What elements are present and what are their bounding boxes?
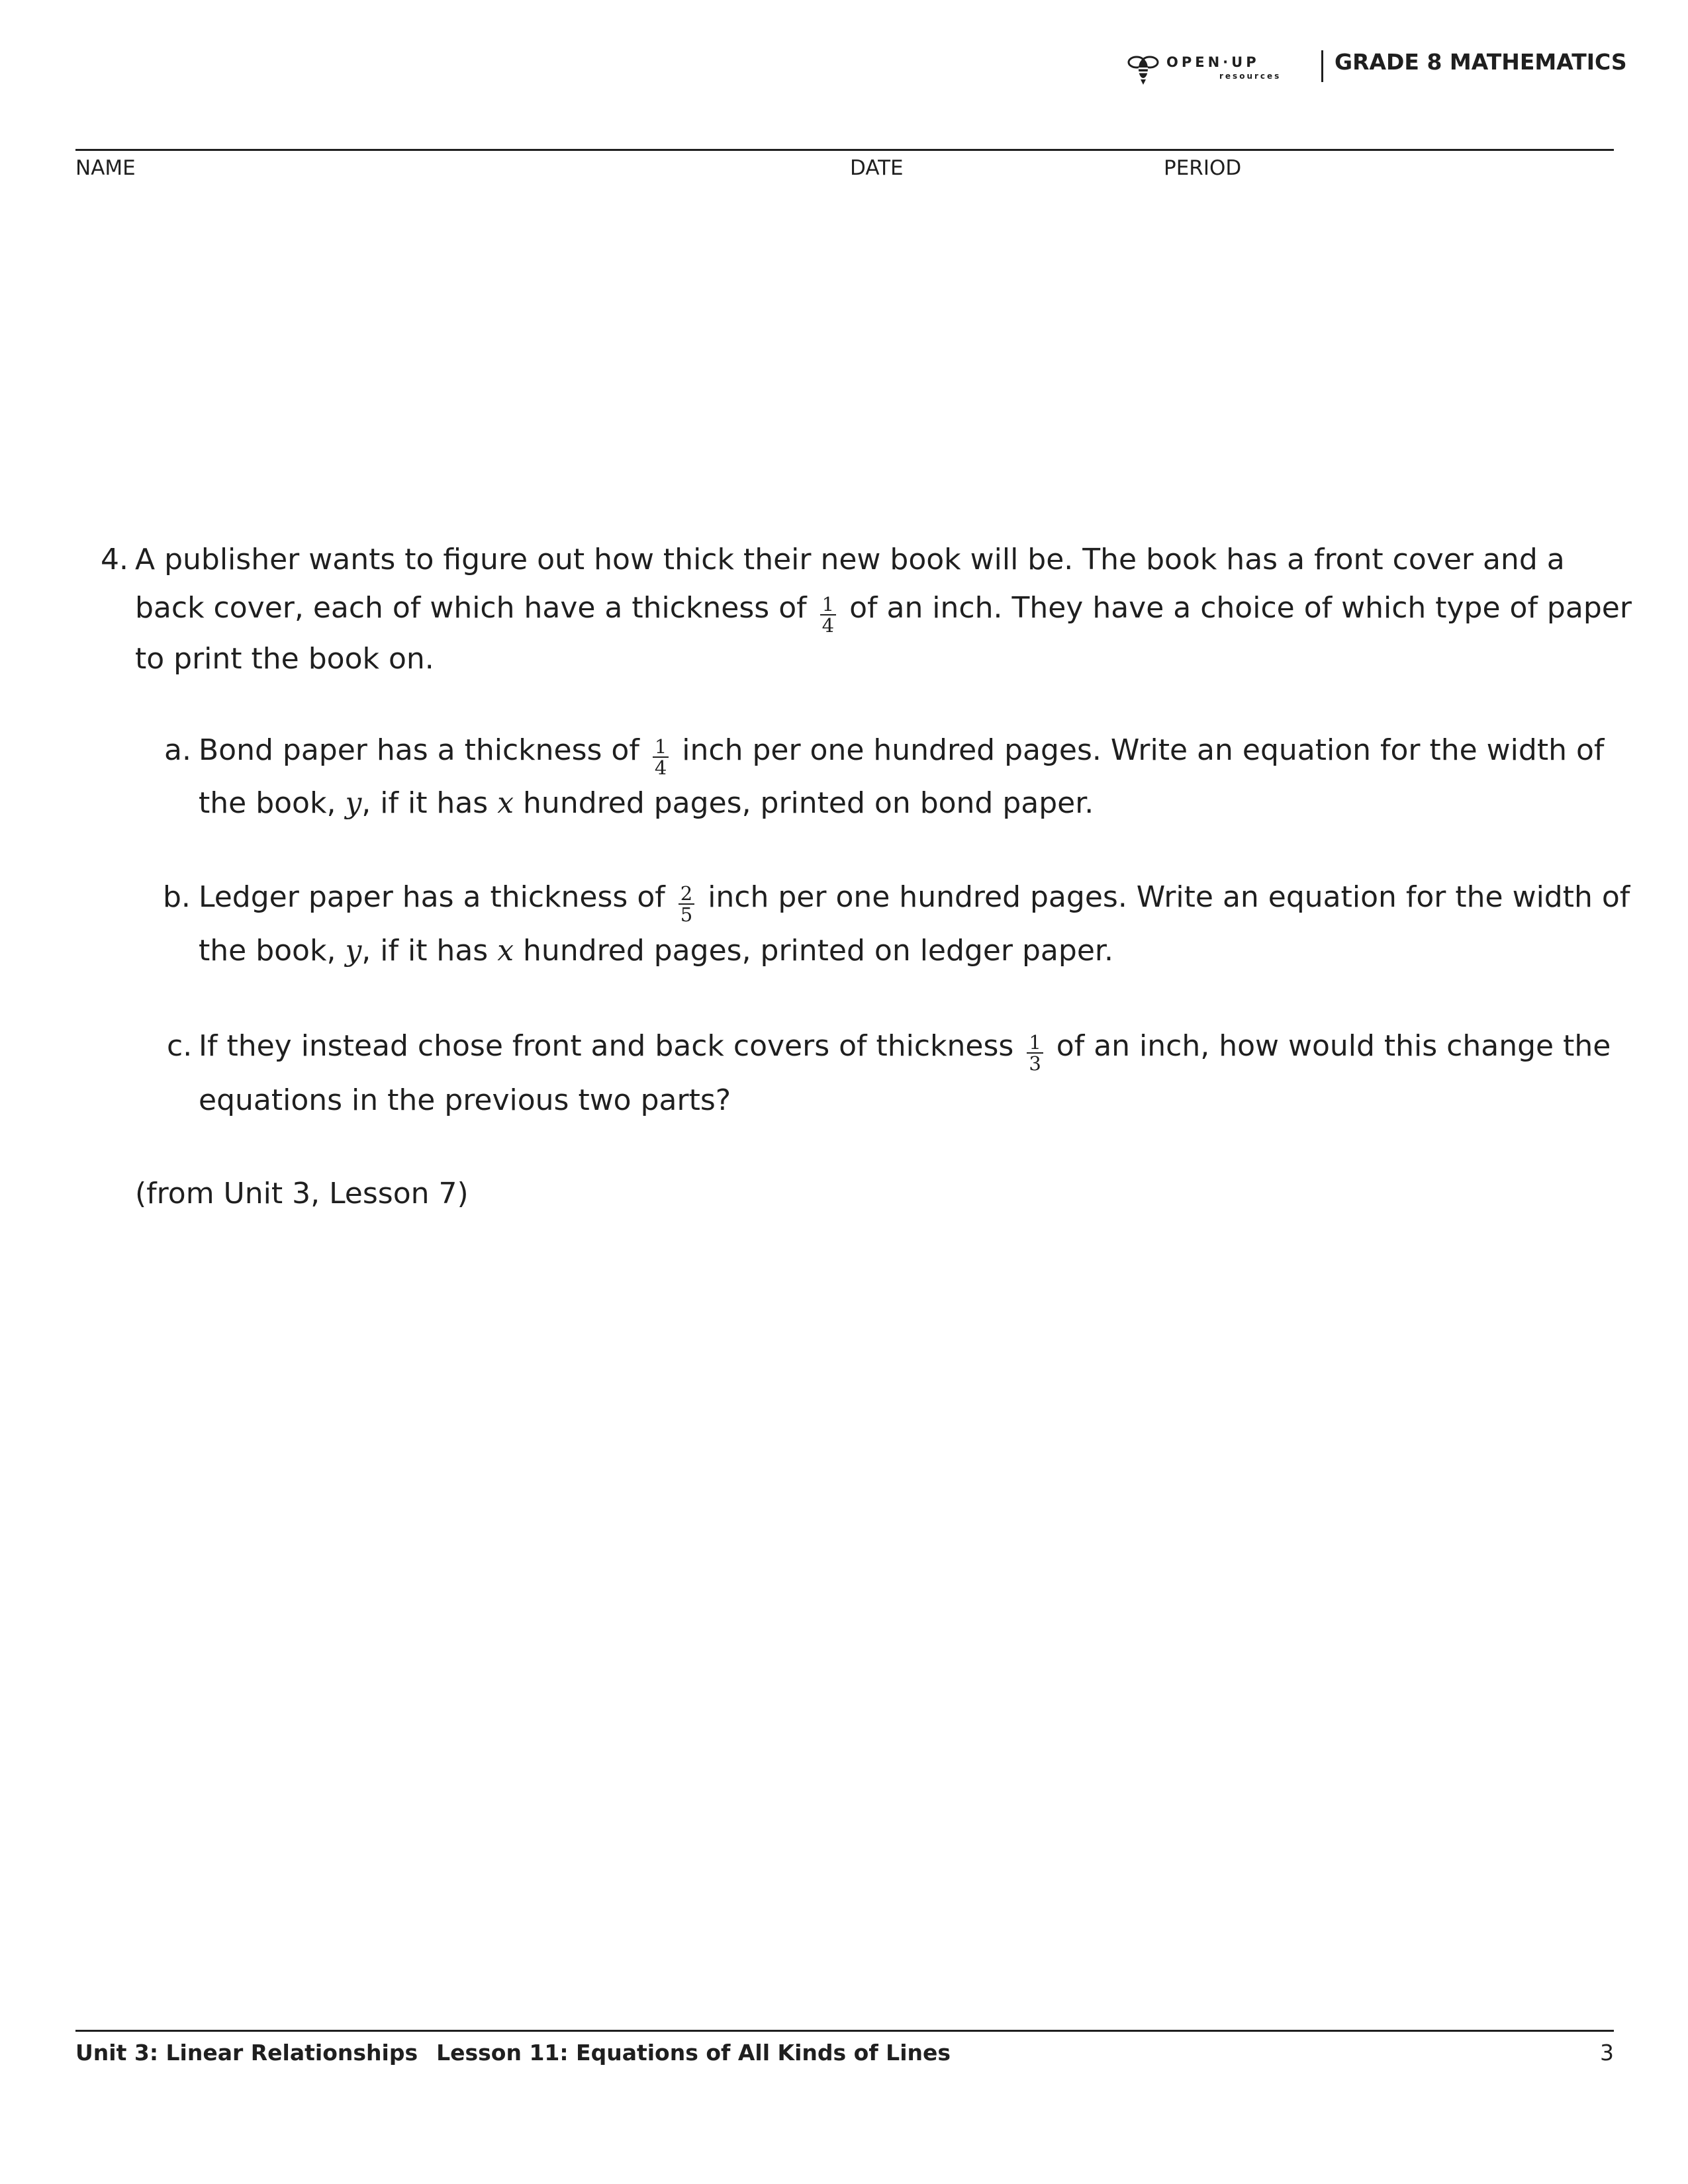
part-b-text: Ledger paper has a thickness of (199, 880, 665, 914)
logo-brand-text: OPEN·UP (1166, 54, 1260, 70)
part-a-line-1 (199, 733, 1604, 777)
page-number: 3 (1600, 2040, 1614, 2066)
variable-x: x (497, 786, 514, 820)
part-b-label: b. (163, 880, 191, 914)
part-b-text: the book, (199, 934, 336, 968)
part-a-label: a. (164, 733, 191, 767)
variable-y: y (345, 786, 362, 820)
fraction-two-fifths (679, 884, 694, 924)
part-c-label: c. (167, 1029, 193, 1063)
intro-text: of an inch. They have a choice of which type of paper (849, 591, 1632, 625)
fraction-one-quarter (653, 737, 669, 777)
part-b-text: hundred pages, printed on ledger paper. (523, 934, 1113, 968)
problem-intro-line-3 (135, 642, 434, 676)
fraction-one-third (1027, 1033, 1043, 1073)
footer-unit: Unit 3: Linear Relationships (75, 2040, 418, 2066)
intro-text: to print the book on. (135, 642, 434, 676)
bee-logo-icon (1125, 49, 1161, 86)
period-field-label: PERIOD (1164, 156, 1242, 180)
part-a-text: inch per one hundred pages. Write an equation for the width of (682, 733, 1605, 767)
fraction-numerator: 1 (1027, 1033, 1043, 1054)
footer-lesson: Lesson 11: Equations of All Kinds of Lines (436, 2040, 951, 2066)
logo-sub-text: resources (1219, 71, 1282, 81)
problem-intro-line-2 (135, 591, 1632, 635)
part-c-text: of an inch, how would this change the (1056, 1029, 1611, 1063)
part-a-line-2 (199, 786, 1094, 820)
part-b-line-2 (199, 934, 1113, 968)
part-c-line-2 (199, 1083, 731, 1117)
fraction-denominator: 5 (680, 903, 693, 926)
fraction-denominator: 4 (821, 614, 835, 637)
problem-source-note: (from Unit 3, Lesson 7) (135, 1177, 469, 1210)
part-b-text: inch per one hundred pages. Write an equation for the width of (708, 880, 1630, 914)
part-c-text: If they instead chose front and back covers of thickness (199, 1029, 1014, 1063)
footer-unit-lesson (75, 2040, 951, 2066)
fraction-denominator: 3 (1029, 1052, 1041, 1075)
header-divider (1321, 50, 1323, 82)
header-rule (75, 149, 1614, 151)
problem-number: 4. (101, 543, 128, 576)
name-field-label: NAME (75, 156, 136, 180)
date-field-label: DATE (850, 156, 904, 180)
intro-text: A publisher wants to figure out how thick their new book will be. The book has a front cover and a (135, 543, 1565, 576)
variable-y: y (345, 934, 362, 968)
intro-text: back cover, each of which have a thickness of (135, 591, 807, 625)
fraction-numerator: 1 (653, 737, 669, 758)
part-b-line-1 (199, 880, 1630, 924)
part-c-text: equations in the previous two parts? (199, 1083, 731, 1117)
open-up-resources-logo (1125, 48, 1299, 87)
problem-intro-line-1 (135, 543, 1565, 576)
part-a-text: the book, (199, 786, 336, 820)
fraction-one-quarter (820, 595, 836, 635)
part-a-text: hundred pages, printed on bond paper. (523, 786, 1094, 820)
variable-x: x (497, 934, 514, 968)
fraction-denominator: 4 (654, 756, 667, 779)
fraction-numerator: 2 (679, 884, 694, 905)
part-b-text: , if it has (361, 934, 489, 968)
footer-rule (75, 2030, 1614, 2032)
fraction-numerator: 1 (820, 595, 836, 615)
part-a-text: , if it has (361, 786, 489, 820)
grade-title: GRADE 8 MATHEMATICS (1335, 49, 1627, 75)
part-a-text: Bond paper has a thickness of (199, 733, 639, 767)
part-c-line-1 (199, 1029, 1611, 1073)
